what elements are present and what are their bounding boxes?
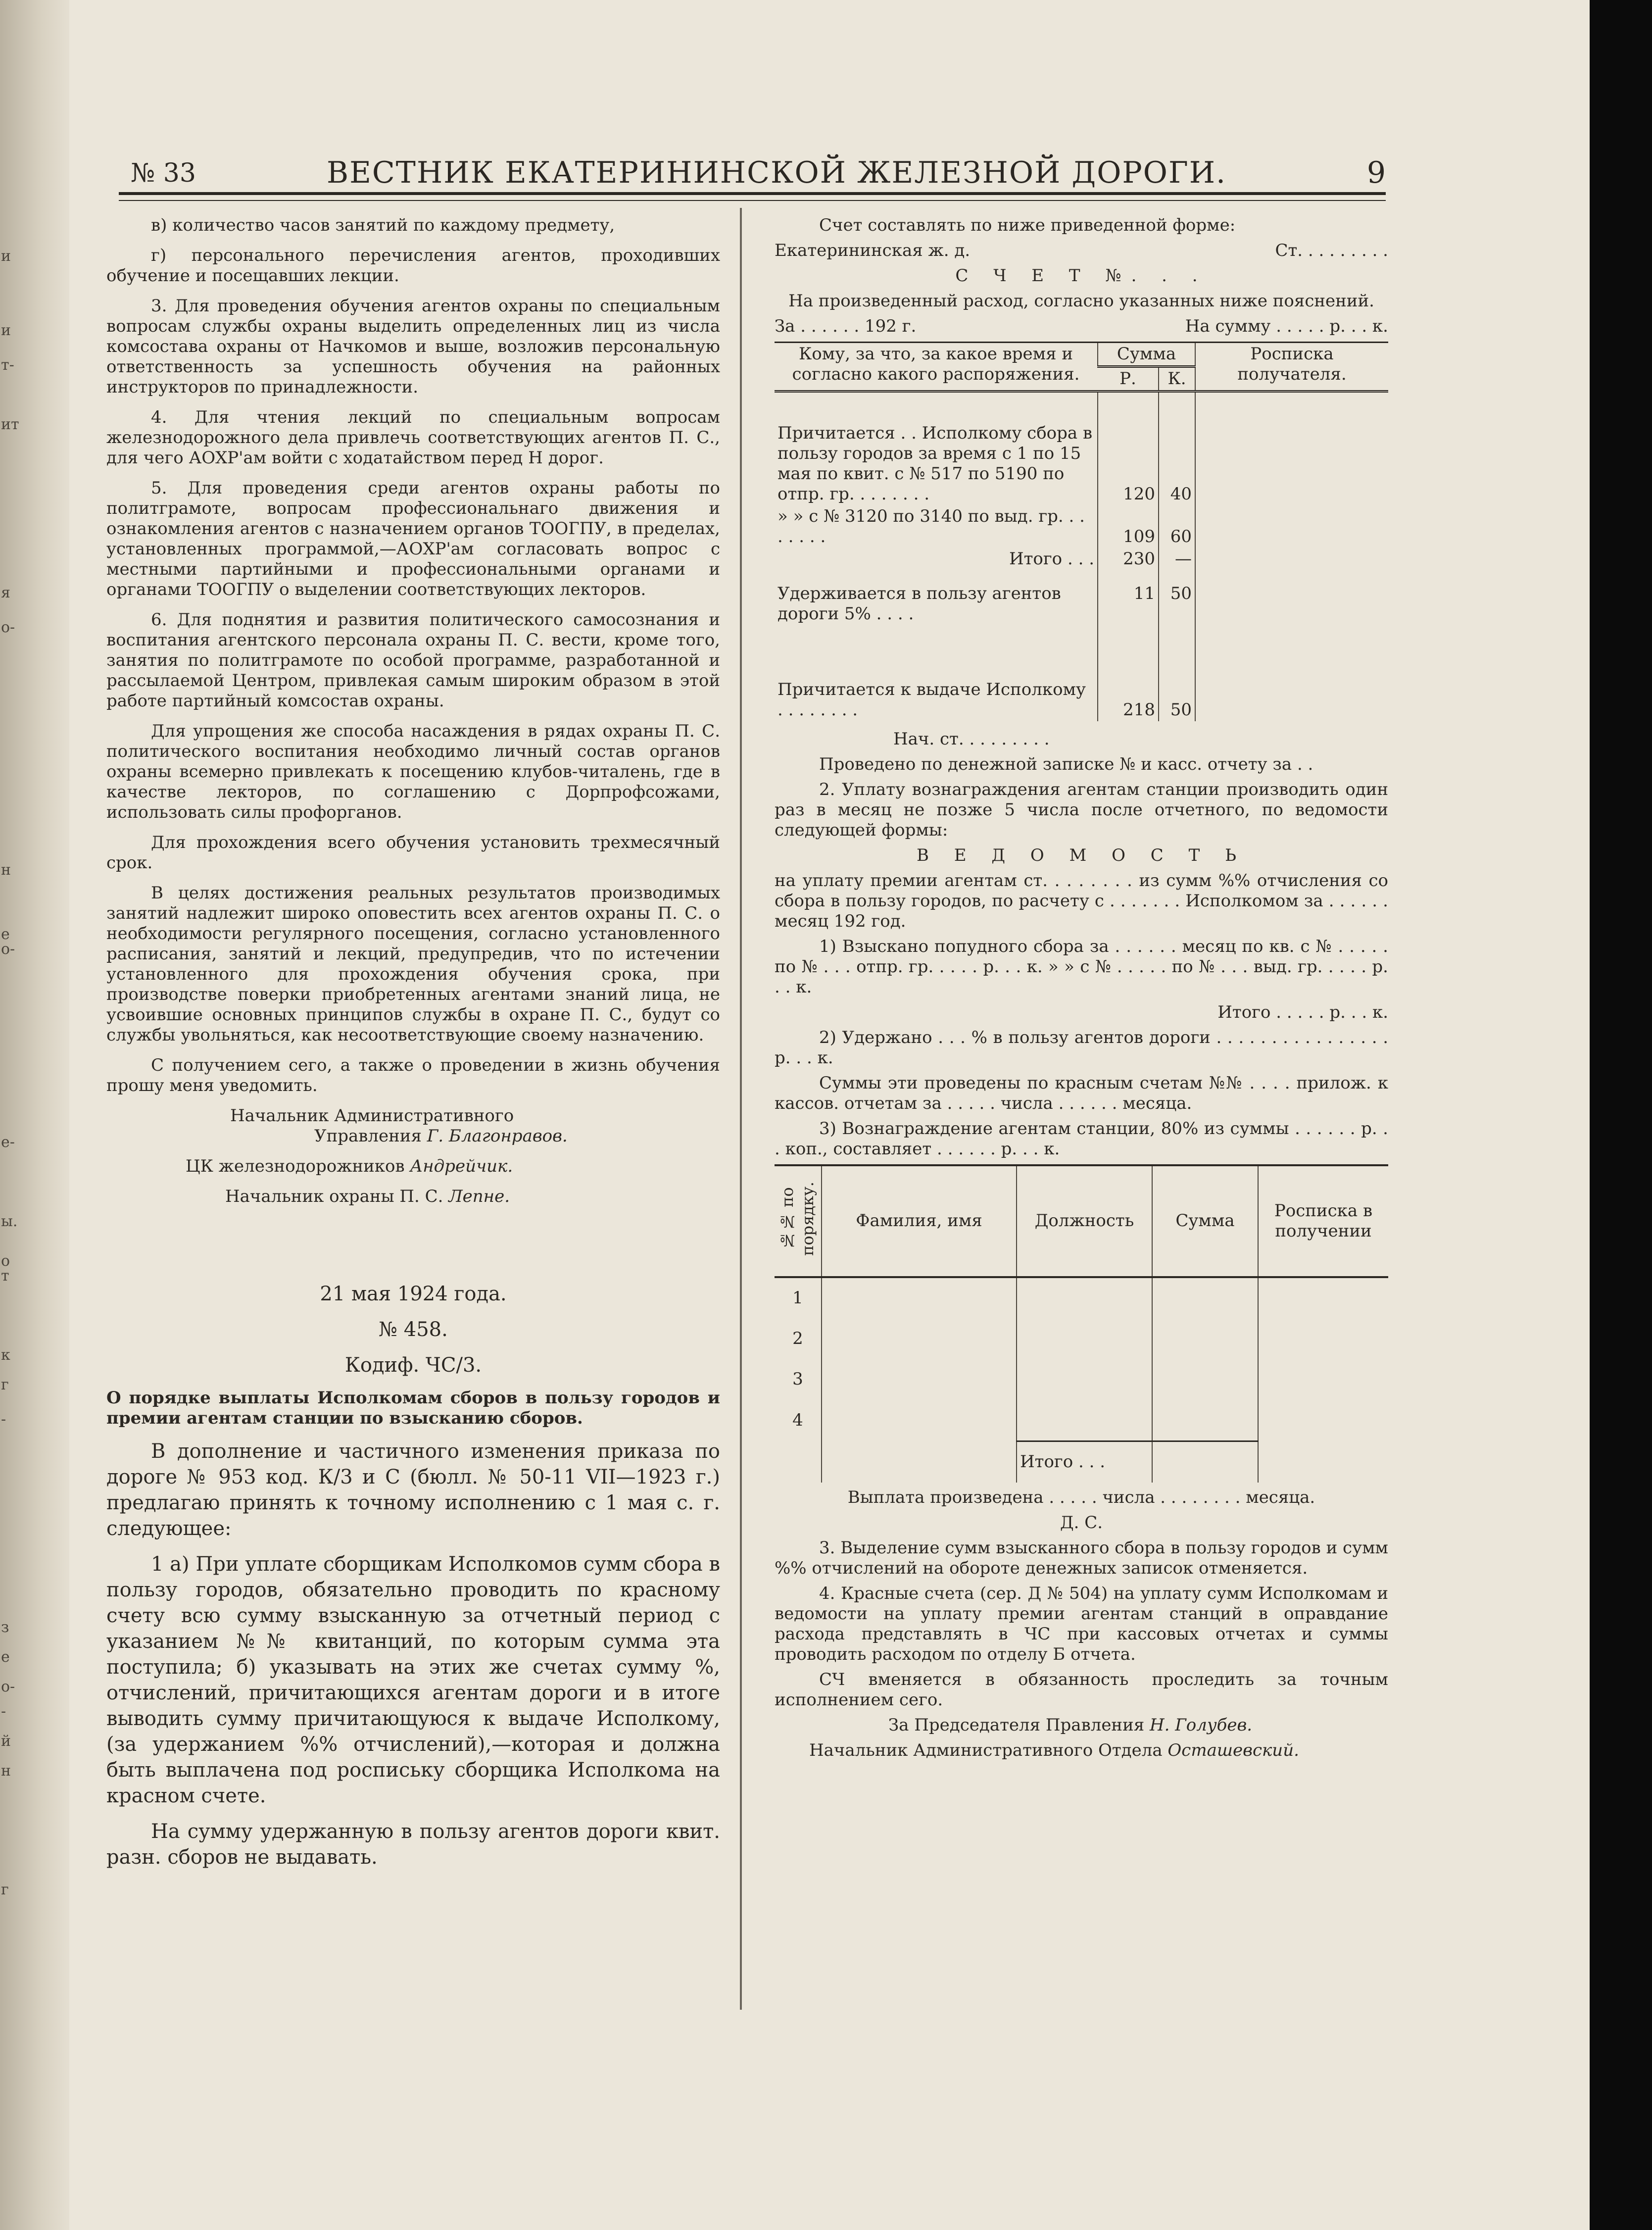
table-cell	[1195, 392, 1388, 505]
table-cell	[1258, 1400, 1388, 1441]
table-row	[775, 1441, 1388, 1483]
paragraph: В целях достижения реальных результатов производимых занятий надлежит широко оповестить всех агентов охраны П. С. о необходимости регулярного посещения, согласно установленного расписания, занятий и лекций, предупредив, что по истечении установленного для прохождения обучения срока, при производстве поверки приобретенных агентами знаний лица, не усвоившие основных принципов службы в охране П. С., будут со службы увольняться, как несоответствующие своему назначению.	[106, 883, 720, 1045]
paragraph: СЧ вменяется в обязанность проследить за точным исполнением сего.	[775, 1669, 1388, 1710]
table-cell	[1017, 1359, 1152, 1400]
publication-title: ВЕСТНИК ЕКАТЕРИНИНСКОЙ ЖЕЛЕЗНОЙ ДОРОГИ.	[327, 155, 1227, 190]
signature-role: Начальник Административного Отдела	[809, 1740, 1163, 1760]
table-cell	[1152, 1319, 1258, 1359]
station-signature: Нач. ст. . . . . . . . .	[893, 729, 1050, 749]
signature-line	[106, 1156, 720, 1177]
paragraph: Счет составлять по ниже приведенной форме:	[819, 215, 1236, 235]
table-cell	[822, 1441, 1017, 1483]
margin-fragment: т	[1, 1267, 9, 1285]
column-header: Р.	[1098, 367, 1159, 392]
signature-line	[106, 1187, 720, 1207]
previous-page-margin	[0, 0, 45, 2230]
table-cell: 60	[1159, 505, 1195, 548]
table-cell: 218	[1098, 642, 1159, 721]
margin-fragment: о-	[1, 1678, 15, 1695]
row-number: 4	[792, 1410, 803, 1430]
margin-fragment: к	[1, 1346, 10, 1364]
table-total-label: Итого . . .	[1017, 1441, 1152, 1483]
column-header: К.	[1159, 367, 1195, 392]
paragraph: На сумму удержанную в пользу агентов дороги квит. разн. сборов не выдавать.	[106, 1820, 720, 1869]
table-cell	[1258, 1277, 1388, 1319]
table-cell: Итого . . .	[1009, 548, 1094, 569]
table-cell: Удерживается в пользу агентов дороги 5% . . . .	[777, 583, 1061, 624]
signature-role: ЦК железнодорожников	[186, 1156, 405, 1176]
left-column	[106, 215, 720, 1880]
margin-fragment: е-	[1, 1134, 15, 1151]
signature-role: Управления	[314, 1126, 422, 1146]
signature-name: Лепне.	[448, 1187, 510, 1206]
paragraph: 2. Уплату вознаграждения агентам станции производить один раз в месяц не позже 5 числа после отчетного, по ведомости следующей формы:	[775, 779, 1388, 840]
paragraph: 4. Для чтения лекций по специальным вопросам железнодорожного дела привлечь соответствующих агентов П. С., для чего АОХР'ам войти с ходатайством перед Н дорог.	[106, 407, 720, 468]
paragraph: Проведено по денежной записке № и касс. отчету за . .	[819, 754, 1313, 774]
signature-role: Начальник охраны П. С.	[225, 1187, 443, 1206]
table-cell	[1152, 1359, 1258, 1400]
table-row	[775, 583, 1388, 642]
paragraph: 2) Удержано . . . % в пользу агентов дороги . . . . . . . . . . . . . . . . р. . . к.	[775, 1027, 1388, 1068]
margin-fragment: о-	[1, 619, 15, 636]
row-number: 3	[792, 1369, 803, 1389]
signature-role: За Председателя Правления	[888, 1715, 1145, 1735]
payment-statement-table	[775, 1164, 1388, 1483]
paragraph: 3. Для проведения обучения агентов охраны по специальным вопросам службы охраны выделить определенных лиц из числа комсостава охраны от Начкомов и выше, возложив персональную ответственность за успешность обучения на районных инструкторов по принадлежности.	[106, 296, 720, 397]
column-header: Фамилия, имя	[822, 1165, 1017, 1277]
table-row	[775, 548, 1388, 583]
period-field: За . . . . . . 192 г.	[775, 316, 917, 336]
table-cell	[1195, 583, 1388, 642]
column-header: Сумма	[1152, 1165, 1258, 1277]
invoice-title: С Ч Е Т №. . .	[955, 266, 1208, 286]
column-header: Должность	[1017, 1165, 1152, 1277]
table-cell	[822, 1359, 1017, 1400]
column-header: Сумма	[1098, 343, 1195, 367]
paragraph: С получением сего, а также о проведении в жизнь обучения прошу меня уведомить.	[106, 1055, 720, 1095]
table-row	[775, 642, 1388, 721]
table-cell: Причитается . . Исполкому сбора в пользу городов за время с 1 по 15 мая по квит. с № 517 по 5190 по отпр. гр. . . . . . . .	[777, 423, 1093, 504]
paragraph: на уплату премии агентам ст. . . . . . . . из сумм %% отчисления со сбора в пользу городов, по расчету с . . . . . . . Исполкомом за . . . . . . месяц 192 год.	[775, 870, 1388, 931]
order-heading: О порядке выплаты Исполкомам сборов в пользу городов и премии агентам станции по взысканию сборов.	[106, 1388, 720, 1428]
signature-line	[106, 1126, 720, 1146]
signature-name: Осташевский.	[1167, 1740, 1299, 1760]
header-rule	[119, 192, 1386, 201]
table-row	[775, 1319, 1388, 1359]
table-cell: 120	[1098, 392, 1159, 505]
margin-fragment: и	[1, 248, 11, 265]
row-number: 1	[792, 1288, 803, 1308]
form-line	[775, 316, 1388, 337]
table-cell	[1195, 642, 1388, 721]
abbreviation: Д. С.	[1060, 1512, 1103, 1533]
railway-name: Екатерининская ж. д.	[775, 241, 971, 260]
paragraph: 1) Взыскано попудного сбора за . . . . . . месяц по кв. с № . . . . . по № . . . отпр. гр. . . . . р. . . к. » » с № . . . . . по № . . . выд. гр. . . . . р. . . к.	[775, 936, 1388, 997]
table-cell	[822, 1319, 1017, 1359]
issue-number: № 33	[131, 158, 196, 188]
paragraph: Для прохождения всего обучения установить трехмесячный срок.	[106, 833, 720, 873]
table-cell	[822, 1277, 1017, 1319]
table-cell	[1258, 1441, 1388, 1483]
paragraph: 1 а) При уплате сборщикам Исполкомов сумм сбора в пользу городов, обязательно проводить по красному счету всю сумму взысканную за отчетный период с указанием №№ квитанций, по которым сумма эта поступила; б) указывать на этих же счетах сумму %, отчислений, причитающихся агентам дороги и в итоге выводить сумму причитающуюся к выдаче Исполкому, (за удержанием %% отчислений),—которая и должна быть выплачена под роспиську сборщика Исполкома на красном счете.	[106, 1553, 720, 1807]
invoice-table	[775, 342, 1388, 721]
table-cell	[1152, 1277, 1258, 1319]
paragraph: в) количество часов занятий по каждому предмету,	[151, 215, 615, 235]
table-cell	[1195, 505, 1388, 548]
amount-field: На сумму . . . . . р. . . к.	[1185, 316, 1388, 336]
paragraph: Для упрощения же способа насаждения в рядах охраны П. С. политического воспитания необходимо личный состав органов охраны всемерно привлекать к посещению клубов-читалень, где в качестве лекторов, по соглашению с Дорпрофсожами, использовать силы профорганов.	[106, 721, 720, 822]
table-cell	[775, 1441, 822, 1483]
margin-fragment: й	[1, 1733, 11, 1750]
margin-fragment: -	[1, 1411, 6, 1428]
margin-fragment: т-	[1, 356, 14, 374]
column-divider	[740, 208, 742, 2010]
table-cell	[1152, 1400, 1258, 1441]
order-date: 21 мая 1924 года.	[320, 1283, 507, 1305]
page-number: 9	[1366, 155, 1386, 190]
signature-title: Начальник Административного	[230, 1106, 514, 1126]
table-cell: » » с № 3120 по 3140 по выд. гр. . . . . . . .	[777, 506, 1085, 546]
column-header	[775, 1165, 822, 1277]
signature-name: Н. Голубев.	[1150, 1715, 1253, 1735]
paragraph: 6. Для поднятия и развития политического самосознания и воспитания агентского персонала охраны П. С. вести, кроме того, занятия по политграмоте по особой программе, разработанной и рассылаемой Центром, привлекая самым широким образом в этой работе партийный комсостав охраны.	[106, 610, 720, 711]
signature-name: Г. Благонравов.	[427, 1126, 568, 1146]
table-row	[775, 1359, 1388, 1400]
table-cell	[822, 1400, 1017, 1441]
paragraph: 3. Выделение сумм взысканного сбора в пользу городов и сумм %% отчислений на обороте денежных записок отменяется.	[775, 1537, 1388, 1578]
column-header: Кому, за что, за какое время и согласно какого распоряжения.	[775, 343, 1098, 392]
margin-fragment: -	[1, 1703, 6, 1720]
total-line: Итого . . . . . р. . . к.	[1217, 1002, 1388, 1022]
margin-fragment: ы.	[1, 1213, 18, 1230]
table-cell: 11	[1098, 583, 1159, 642]
page-header	[119, 149, 1386, 188]
order-codification: Кодиф. ЧС/3.	[344, 1354, 482, 1377]
margin-fragment: о-	[1, 941, 15, 958]
table-cell	[1258, 1319, 1388, 1359]
paragraph: На произведенный расход, согласно указанных ниже пояснений.	[788, 291, 1374, 311]
table-cell	[1017, 1319, 1152, 1359]
row-number: 2	[792, 1329, 803, 1348]
table-cell	[1017, 1277, 1152, 1319]
paragraph: 5. Для проведения среди агентов охраны работы по политграмоте, вопросам профессиональнаго движения и ознакомления агентов с назначением органов ТООГПУ, в пределах, установленных программой,—АОХР'ам согласовать вопрос с местными партийными и профессиональными органами и органами ТООГПУ о выделении соответствующих лекторов.	[106, 478, 720, 599]
table-row	[775, 1400, 1388, 1441]
column-header-text: №№ по порядку.	[778, 1181, 817, 1256]
table-cell: —	[1159, 548, 1195, 583]
margin-fragment: н	[1, 861, 11, 879]
margin-fragment: о	[1, 1252, 10, 1270]
paragraph: г) персонального перечисления агентов, проходивших обучение и посещавших лекции.	[106, 246, 720, 286]
table-cell: 50	[1159, 583, 1195, 642]
paragraph: В дополнение и частичного изменения приказа по дороге № 953 код. К/3 и С (бюлл. № 50-11 VII—1923 г.) предлагаю принять к точному исполнению с 1 мая с. г. следующее:	[106, 1440, 720, 1540]
right-column	[775, 215, 1388, 1766]
margin-fragment: е	[1, 1648, 10, 1666]
table-cell: 230	[1098, 548, 1159, 583]
table-row	[775, 505, 1388, 548]
table-cell: Причитается к выдаче Исполкому . . . . . . . .	[777, 679, 1086, 720]
paragraph: Выплата произведена . . . . . числа . . . . . . . . месяца.	[847, 1487, 1315, 1507]
paragraph: 3) Вознаграждение агентам станции, 80% из суммы . . . . . . р. . . коп., составляет . . . . . . р. . . к.	[775, 1118, 1388, 1159]
margin-fragment: ит	[1, 416, 19, 433]
station-field: Ст. . . . . . . . .	[1275, 241, 1388, 260]
margin-fragment: г	[1, 1881, 9, 1898]
signature-name: Андрейчик.	[410, 1156, 513, 1176]
form-line	[775, 241, 1388, 261]
signature-line	[775, 1715, 1388, 1735]
table-cell: 109	[1098, 505, 1159, 548]
table-cell	[1152, 1441, 1258, 1483]
table-cell	[1195, 548, 1388, 583]
margin-fragment: я	[1, 584, 10, 601]
table-cell	[1017, 1400, 1152, 1441]
signature-line	[775, 1740, 1388, 1761]
statement-title: В Е Д О М О С Т Ь	[916, 845, 1247, 865]
table-row	[775, 1277, 1388, 1319]
paragraph: 4. Красные счета (сер. Д № 504) на уплату сумм Исполкомам и ведомости на уплату премии агентам станций в оправдание расхода представлять в ЧС при кассовых отчетах и суммы проводить расходом по отделу Б отчета.	[775, 1583, 1388, 1664]
margin-fragment: г	[1, 1376, 9, 1393]
column-header: Роспиcка получателя.	[1195, 343, 1388, 392]
margin-fragment: е	[1, 926, 10, 943]
table-cell: 40	[1159, 392, 1195, 505]
margin-fragment: н	[1, 1762, 11, 1780]
margin-fragment: з	[1, 1619, 9, 1636]
table-cell: 50	[1159, 642, 1195, 721]
column-header: Роспиcка в получении	[1258, 1165, 1388, 1277]
paragraph: Суммы эти проведены по красным счетам №№ . . . . прилож. к кассов. отчетам за . . . . . числа . . . . . . месяца.	[775, 1073, 1388, 1113]
table-cell	[1258, 1359, 1388, 1400]
order-number: № 458.	[379, 1318, 448, 1341]
margin-fragment: и	[1, 322, 11, 339]
table-row	[775, 392, 1388, 505]
